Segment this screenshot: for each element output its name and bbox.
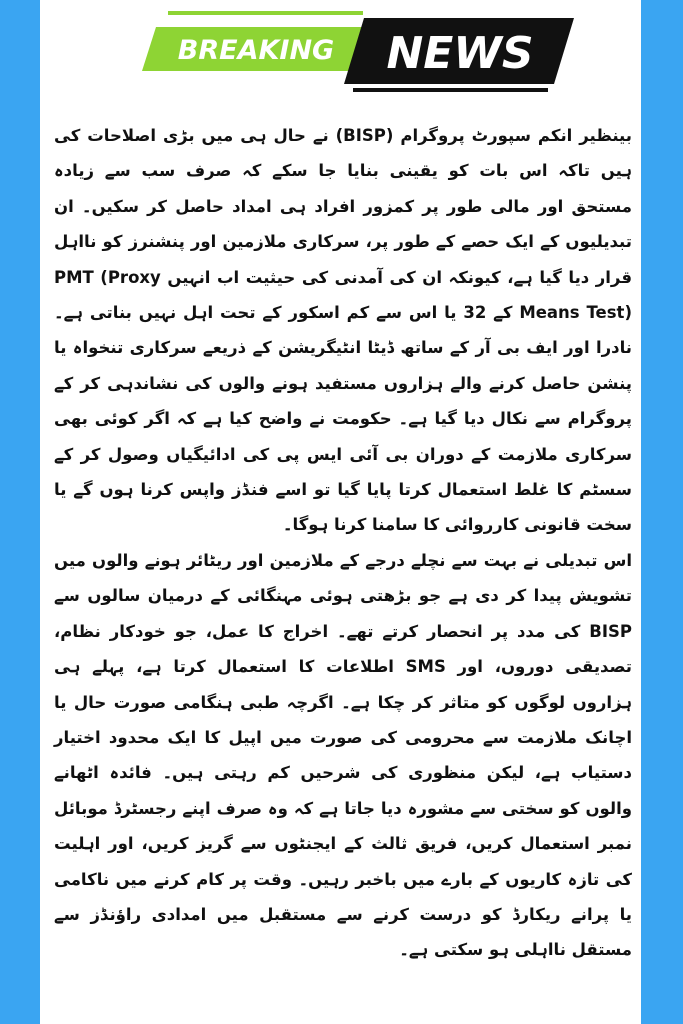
news-word: NEWS [386,28,534,79]
article-paragraph-1: بینظیر انکم سپورٹ پروگرام (BISP) نے حال ہی میں بڑی اصلاحات کی ہیں تاکہ اس بات کو یقینی بنایا جا سکے کہ صرف سب سے زیادہ مستحق اور مالی طور پر کمزور افراد ہی امداد حاصل کر سکیں۔ ان تبدیلیوں کے ایک حصے کے طور پر، سرکاری ملازمین اور پنشنرز کو نااہل قرار دیا گیا ہے، کیونکہ ان کی آمدنی کی حیثیت اب انہیں PMT (Proxy Means Test) کے 32 یا اس سے کم اسکور کے تحت اہل نہیں بناتی ہے۔ نادرا اور ایف بی آر کے ساتھ ڈیٹا انٹیگریشن کے ذریعے سرکاری تنخواہ یا پنشن حاصل کرنے والے ہزاروں مستفید ہونے والوں کی نشاندہی کر کے پروگرام سے نکال دیا گیا ہے۔ حکومت نے واضح کیا ہے کہ اگر کوئی بھی سرکاری ملازمت کے دوران بی آئی ایس پی کی ادائیگیاں وصول کر کے سسٹم کا غلط استعمال کرتا پایا گیا تو اسے فنڈز واپس کرنا ہوں گے یا سخت قانونی کارروائی کا سامنا کرنا ہوگا۔ [54,126,632,535]
breaking-word: BREAKING [177,35,335,66]
article-page [40,0,641,1024]
breaking-news-banner [138,10,578,94]
article-paragraph-2: اس تبدیلی نے بہت سے نچلے درجے کے ملازمین اور ریٹائر ہونے والوں میں تشویش پیدا کر دی ہے جو بڑھتی ہوئی مہنگائی کے درمیان سالوں سے BISP کی مدد پر انحصار کرتے تھے۔ اخراج کا عمل، جو خودکار نظام، تصدیقی دوروں، اور SMS اطلاعات کا استعمال کرتا ہے، پہلے ہی ہزاروں لوگوں کو متاثر کر چکا ہے۔ اگرچہ طبی ہنگامی صورت حال یا اچانک ملازمت سے محرومی کی صورت میں اپیل کا ایک محدود اختیار دستیاب ہے، لیکن منظوری کی شرحیں کم رہتی ہیں۔ فائدہ اٹھانے والوں کو سختی سے مشورہ دیا جاتا ہے کہ وہ صرف اپنے رجسٹرڈ موبائل نمبر استعمال کریں، فریق ثالث کے ایجنٹوں سے گریز کریں، اور اہلیت کی تازہ کاریوں کے بارے میں باخبر رہیں۔ وقت پر کام کرنے میں ناکامی یا پرانے ریکارڈ کو درست کرنے سے مستقبل میں امدادی راؤنڈز سے مستقل نااہلی ہو سکتی ہے۔ [54,550,632,960]
article-body [54,118,632,1018]
